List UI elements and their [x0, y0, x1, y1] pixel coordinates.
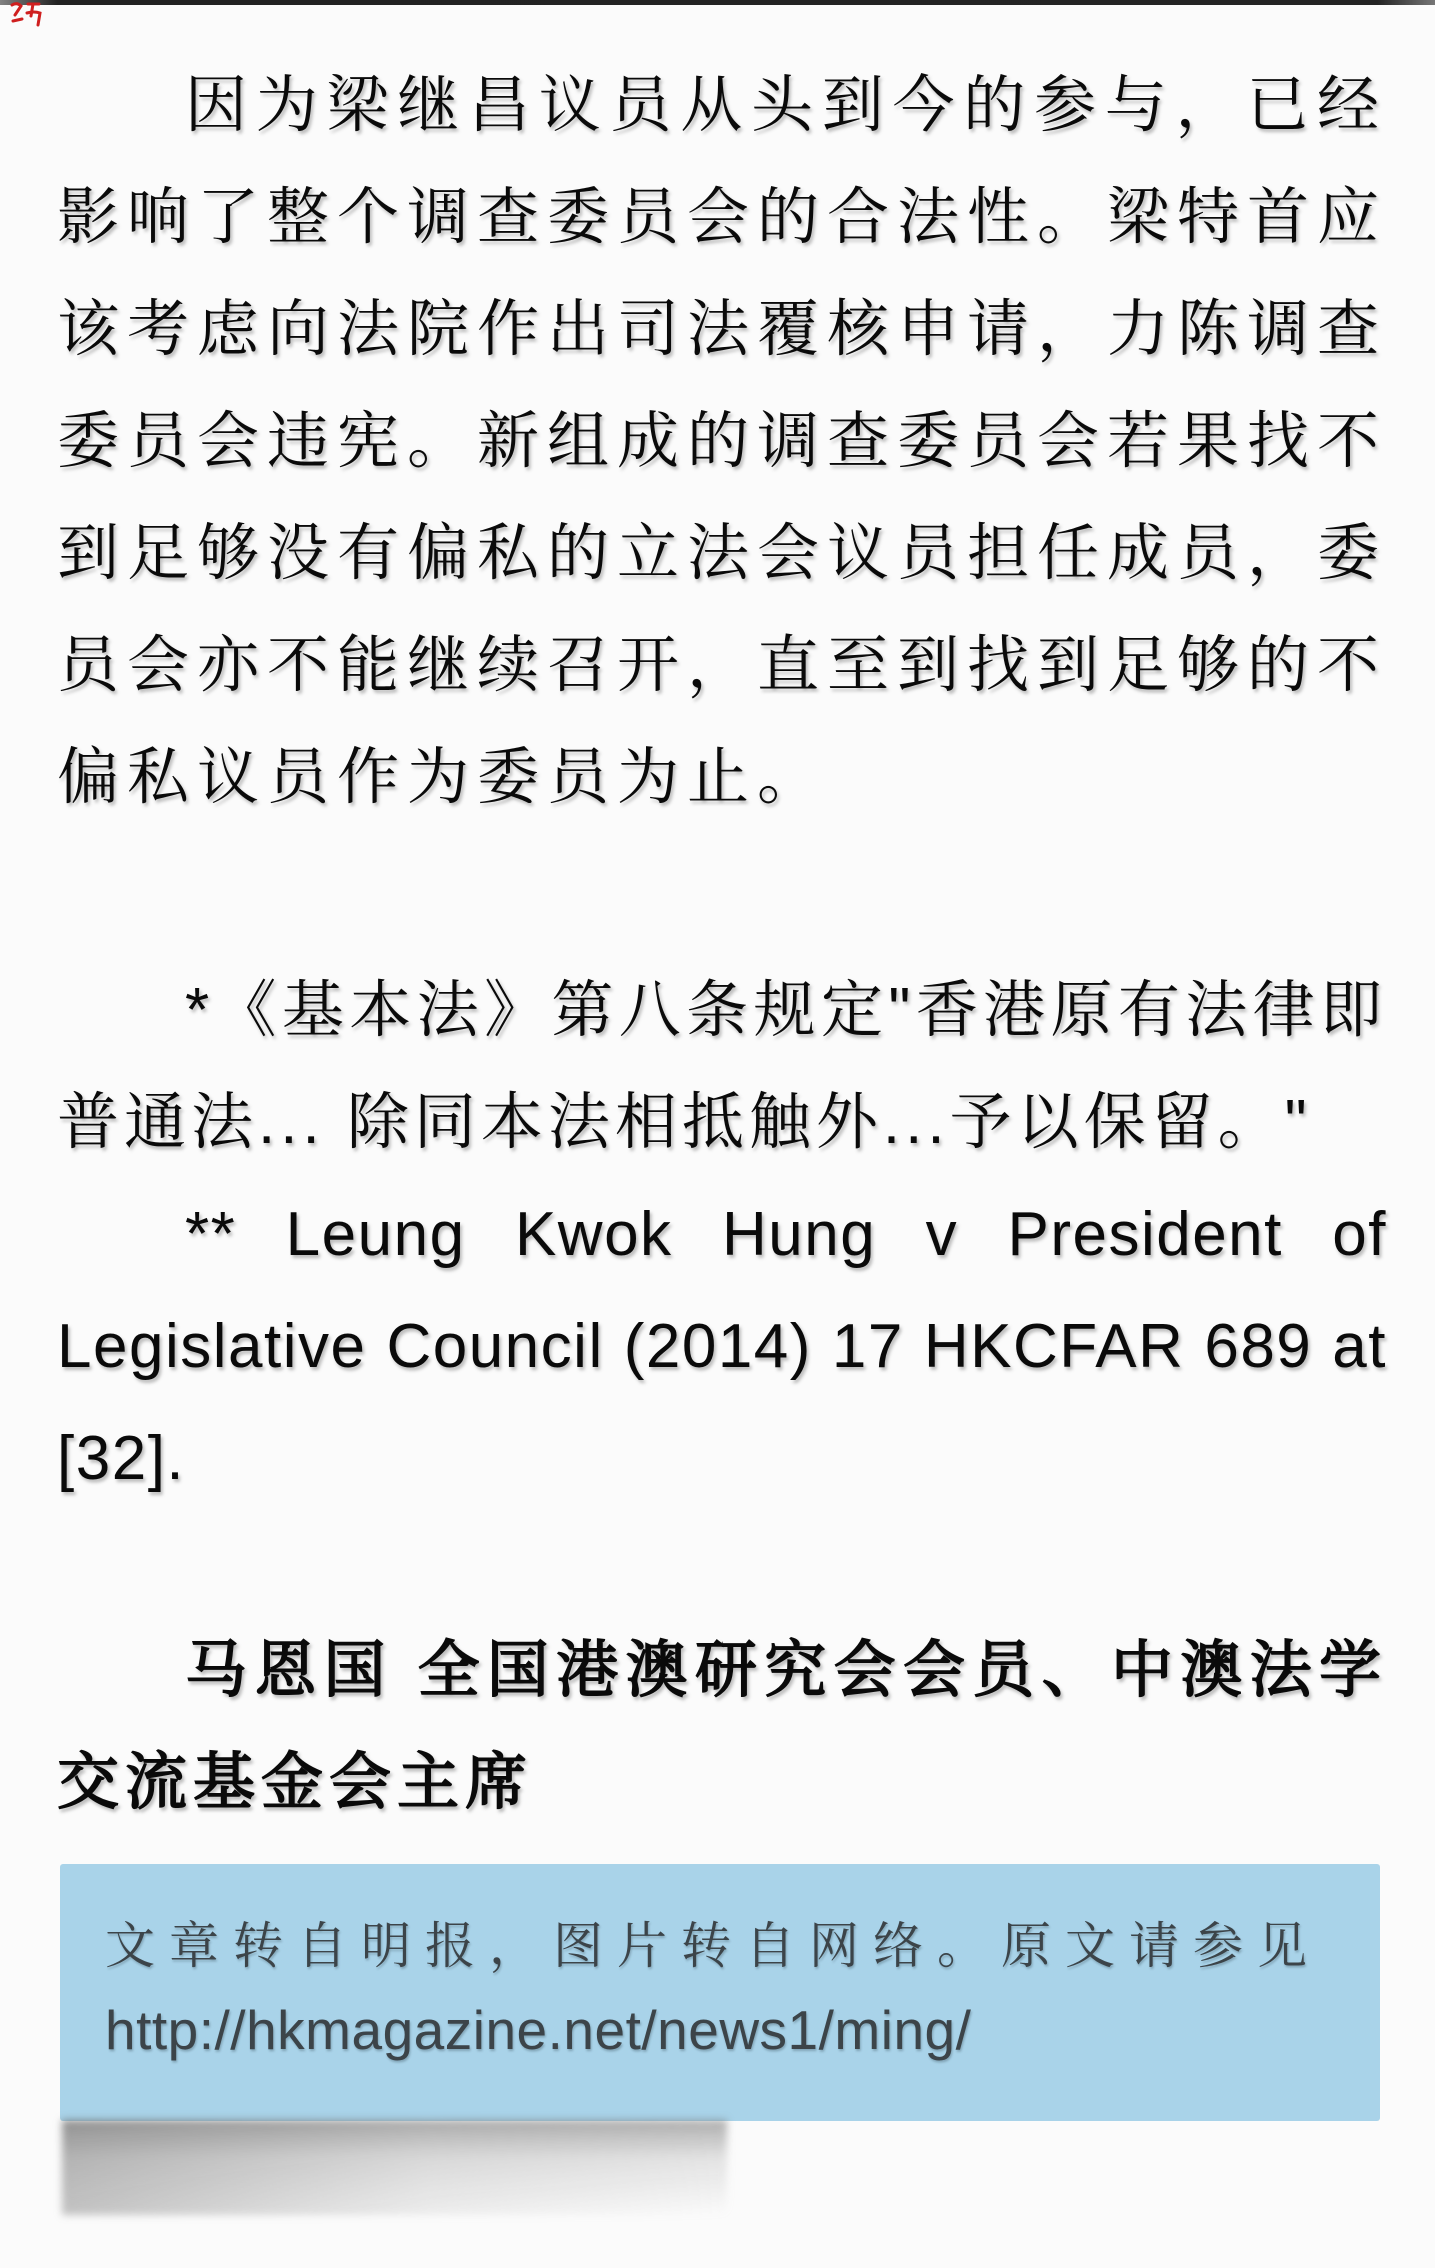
- attribution-box: [60, 1864, 1380, 2121]
- bottom-shadow-artifact: [62, 2120, 727, 2215]
- top-edge-strip: [0, 0, 1435, 5]
- attribution-source-text: 文章转自明报，图片转自网络。原文请参见: [105, 1918, 1321, 1974]
- footnote-basic-law: *《基本法》第八条规定"香港原有法律即普通法... 除同本法相抵触外...予以保留。": [57, 976, 1387, 1157]
- article-body: [57, 50, 1387, 1839]
- footnote-case-citation: ** Leung Kwok Hung v President of Legislative Council (2014) 17 HKCFAR 689 at [32].: [57, 1200, 1387, 1493]
- attribution-url: http://hkmagazine.net/news1/ming/: [105, 1999, 972, 2061]
- red-scribble-mark: [9, 1, 43, 31]
- article-paragraph: 因为梁继昌议员从头到今的参与，已经影响了整个调查委员会的合法性。梁特首应该考虑向法院作出司法覆核申请，力陈调查委员会违宪。新组成的调查委员会若果找不到足够没有偏私的立法会议员担任成员，委员会亦不能继续召开，直至到找到足够的不偏私议员作为委员为止。: [57, 71, 1388, 812]
- author-byline: 马恩国 全国港澳研究会会员、中澳法学交流基金会主席: [57, 1636, 1387, 1817]
